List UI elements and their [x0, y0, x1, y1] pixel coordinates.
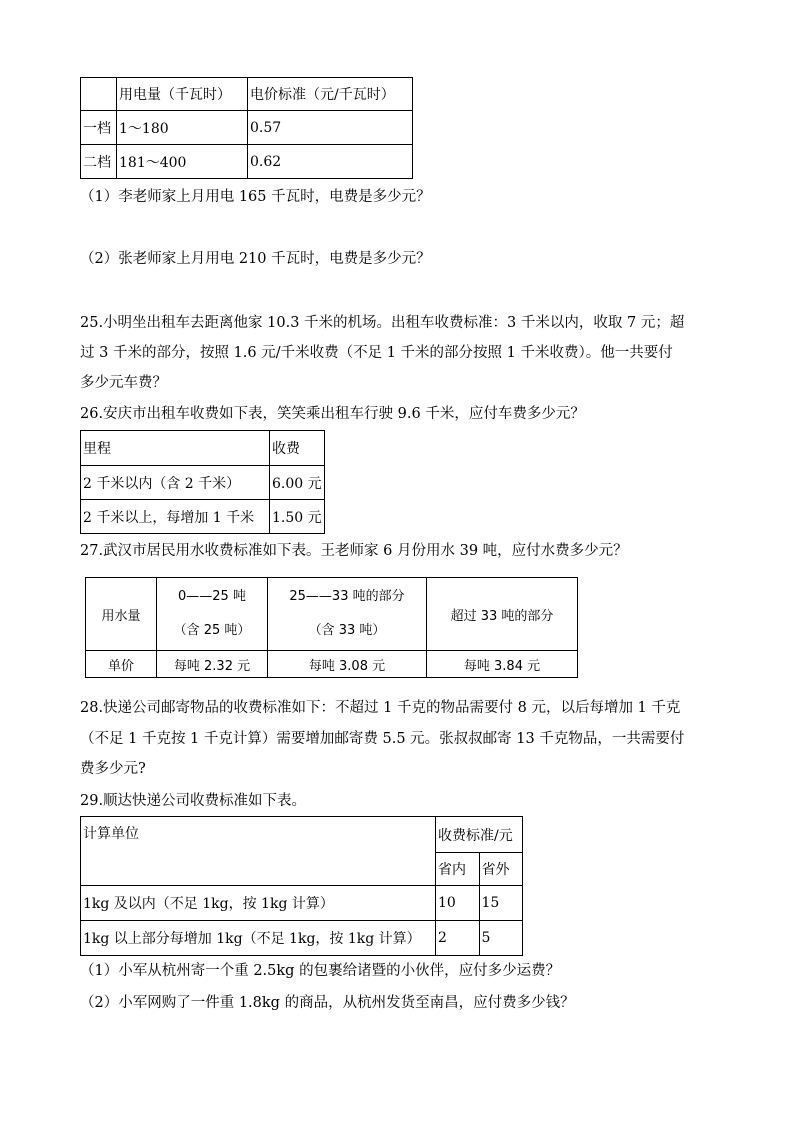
table-cell: 1～180 — [117, 111, 248, 145]
table-cell: 超过 33 吨的部分 — [427, 578, 578, 651]
table-cell: 每吨 3.84 元 — [427, 651, 578, 678]
table-cell: 计算单位 — [81, 817, 436, 886]
question-28-line-1: 28.快递公司邮寄物品的收费标准如下：不超过 1 千克的物品需要付 8 元，以后每增加 1 千克 — [80, 700, 681, 716]
table-cell: 2 千米以上，每增加 1 千米 — [81, 500, 270, 534]
table-cell: 里程 — [81, 431, 270, 466]
table-cell — [268, 578, 427, 651]
question-25-line-1: 25.小明坐出租车去距离他家 10.3 千米的机场。出租车收费标准：3 千米以内，收取 7 元；超 — [80, 315, 685, 331]
taxi-fare-table — [80, 430, 325, 534]
tier1-note: （含 25 吨） — [173, 623, 251, 638]
question-29-part-2: （2）小军网购了一件重 1.8kg 的商品，从杭州发货至南昌，应付费多少钱？ — [80, 995, 575, 1011]
water-fee-table — [85, 577, 578, 678]
table-cell: 0.57 — [248, 111, 413, 145]
question-26: 26.安庆市出租车收费如下表，笑笑乘出租车行驶 9.6 千米，应付车费多少元？ — [80, 406, 585, 422]
table-cell: 电价标准（元/千瓦时） — [248, 78, 413, 111]
table-cell: 5 — [479, 921, 523, 956]
question-25-line-3: 多少元车费？ — [80, 375, 167, 391]
table-cell: 0.62 — [248, 145, 413, 179]
tier2-note: （含 33 吨） — [308, 623, 386, 638]
table-cell: 15 — [479, 886, 523, 921]
table-cell: 省外 — [479, 853, 523, 886]
table-cell: 收费标准/元 — [436, 817, 523, 853]
table-cell: 2 千米以内（含 2 千米） — [81, 466, 270, 500]
question-24-part-1: （1）李老师家上月用电 165 千瓦时，电费是多少元？ — [80, 189, 431, 205]
table-cell — [81, 78, 117, 111]
table-cell: 每吨 2.32 元 — [157, 651, 268, 678]
table-cell: 每吨 3.08 元 — [268, 651, 427, 678]
table-cell: 10 — [436, 886, 480, 921]
table-cell: 收费 — [270, 431, 325, 466]
table-cell: 二档 — [81, 145, 117, 179]
table-cell: 一档 — [81, 111, 117, 145]
tier2-range: 25——33 吨的部分 — [289, 589, 405, 604]
table-cell: 用水量 — [86, 578, 157, 651]
table-cell: 用电量（千瓦时） — [117, 78, 248, 111]
table-cell: 1kg 以上部分每增加 1kg（不足 1kg，按 1kg 计算） — [81, 921, 436, 956]
question-28-line-2: （不足 1 千克按 1 千克计算）需要增加邮寄费 5.5 元。张叔叔邮寄 13 千克物品，一共需要付 — [80, 731, 685, 747]
tier1-range: 0——25 吨 — [178, 589, 246, 604]
electricity-table — [80, 77, 413, 179]
table-cell: 省内 — [436, 853, 480, 886]
table-cell: 1kg 及以内（不足 1kg，按 1kg 计算） — [81, 886, 436, 921]
table-cell — [157, 578, 268, 651]
table-cell: 181～400 — [117, 145, 248, 179]
table-cell: 2 — [436, 921, 480, 956]
express-fee-table — [80, 816, 523, 956]
table-cell: 1.50 元 — [270, 500, 325, 534]
question-28-line-3: 费多少元? — [80, 761, 146, 777]
question-29-part-1: （1）小军从杭州寄一个重 2.5kg 的包裹给诸暨的小伙伴，应付多少运费？ — [80, 963, 561, 979]
question-29: 29.顺达快递公司收费标准如下表。 — [80, 793, 307, 809]
question-25-line-2: 过 3 千米的部分，按照 1.6 元/千米收费（不足 1 千米的部分按照 1 千米收费）。他一共要付 — [80, 345, 673, 361]
table-cell: 单价 — [86, 651, 157, 678]
question-24-part-2: （2）张老师家上月用电 210 千瓦时，电费是多少元？ — [80, 251, 431, 267]
question-27: 27.武汉市居民用水收费标准如下表。王老师家 6 月份用水 39 吨，应付水费多少元？ — [80, 543, 628, 559]
table-cell: 6.00 元 — [270, 466, 325, 500]
